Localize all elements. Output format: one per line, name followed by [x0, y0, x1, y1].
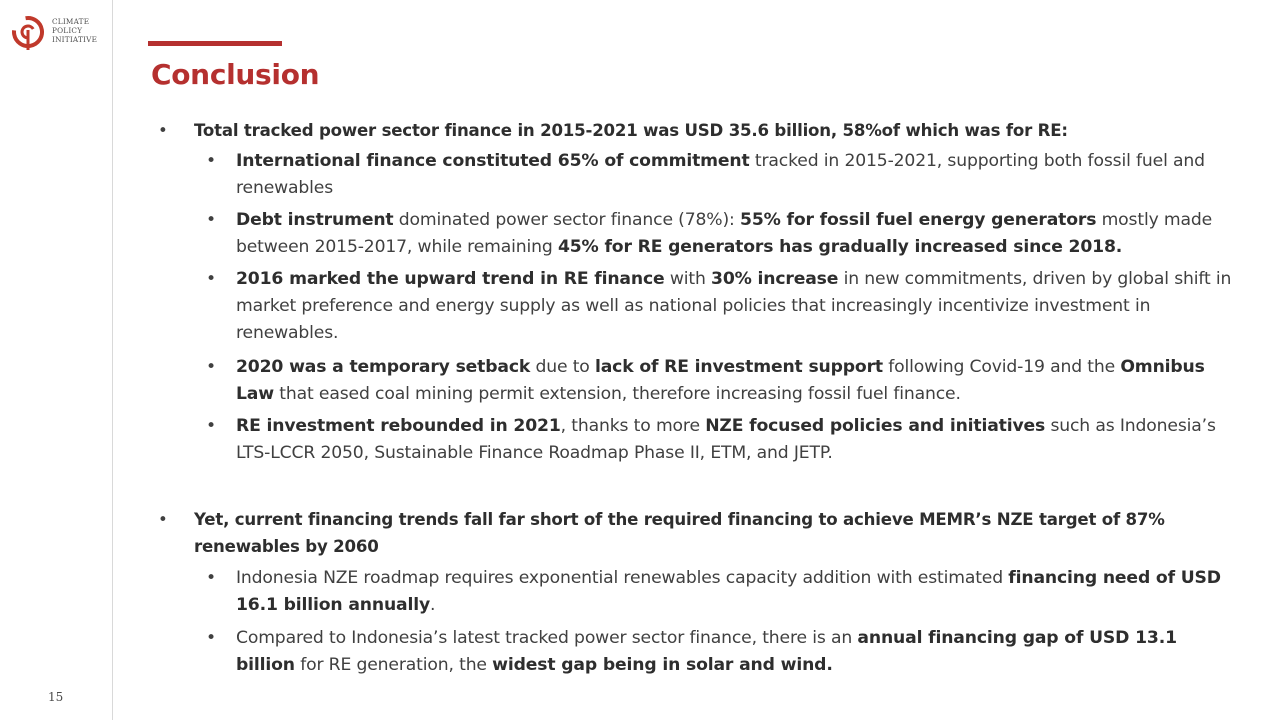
bullet-text: [236, 151, 1205, 198]
bullet-dot: •: [158, 121, 168, 140]
logo: [12, 14, 107, 50]
text-run: Indonesia NZE roadmap requires exponential renewables capacity addition with estimated: [236, 568, 1009, 588]
logo-text: [52, 17, 97, 44]
bold-text-run: RE investment rebounded in 2021: [236, 416, 561, 436]
bullet-text: [236, 210, 1212, 257]
bullet-text: [194, 121, 1068, 140]
text-run: for RE generation, the: [294, 655, 493, 675]
text-run: such as Indonesia’s LTS-LCCR 2050, Sustainable Finance Roadmap Phase II, ETM, and JETP.: [236, 416, 1216, 463]
bold-text-run: Total tracked power sector finance in 2015-2021 was USD 35.6 billion, 58%of which was for RE:: [194, 121, 1068, 140]
bullet-dot: •: [206, 416, 216, 436]
page-number: 15: [48, 690, 64, 704]
text-run: that eased coal mining permit extension, therefore increasing fossil fuel finance.: [273, 384, 961, 404]
bold-text-run: 2016 marked the upward trend in RE finance: [236, 269, 665, 289]
text-run: Compared to Indonesia’s latest tracked power sector finance, there is an: [236, 628, 858, 648]
bold-text-run: 45% for RE generators has gradually increased since 2018.: [557, 237, 1123, 257]
title-accent-bar: [148, 41, 282, 46]
bold-text-run: Debt instrument: [236, 210, 394, 230]
text-run: in new commitments, driven by global shift in market preference and energy supply as well as national policies that increasingly incentivize investment in renewables.: [236, 269, 1232, 343]
bold-text-run: International finance constituted 65% of commitment: [236, 151, 750, 171]
bold-text-run: lack of RE investment support: [594, 357, 883, 377]
bullet-text: [236, 568, 1221, 615]
bold-text-run: Yet, current financing trends fall far short of the required financing to achieve MEMR’s NZE target of 87% renewables by 2060: [194, 510, 1165, 556]
bullet-1-3: [206, 266, 1236, 347]
bullet-dot: •: [206, 357, 216, 377]
text-run: tracked in 2015-2021, supporting both fossil fuel and renewables: [236, 151, 1205, 198]
bullet-text: [236, 269, 1231, 343]
bullet-2-1: [206, 565, 1236, 619]
bold-text-run: Omnibus Law: [236, 357, 1205, 404]
text-run: dominated power sector finance (78%):: [393, 210, 741, 230]
bullet-text: [236, 416, 1216, 463]
logo-line: POLICY: [52, 26, 83, 35]
page-title: Conclusion: [151, 58, 320, 91]
text-run: , thanks to more: [560, 416, 706, 436]
bullet-1: [158, 117, 1234, 144]
bullet-2: [158, 506, 1234, 560]
bullet-dot: •: [206, 568, 216, 588]
bold-text-run: annual financing gap of USD 13.1 billion: [236, 628, 1177, 675]
sidebar-divider: [112, 0, 113, 720]
bullet-text: [236, 628, 1177, 675]
bullet-dot: •: [206, 210, 216, 230]
logo-mark-icon: [12, 14, 48, 50]
bullet-dot: •: [158, 510, 168, 529]
bullet-1-1: [206, 148, 1236, 202]
bold-text-run: financing need of USD 16.1 billion annually: [236, 568, 1221, 615]
bullet-text: [194, 510, 1165, 556]
text-run: .: [430, 595, 436, 615]
bullet-dot: •: [206, 151, 216, 171]
bold-text-run: widest gap being in solar and wind.: [492, 655, 833, 675]
bullet-1-4: [206, 354, 1236, 408]
text-run: due to: [530, 357, 595, 377]
bullet-text: [236, 357, 1205, 404]
logo-line: INITIATIVE: [52, 35, 98, 44]
text-run: with: [664, 269, 712, 289]
bold-text-run: 2020 was a temporary setback: [236, 357, 531, 377]
text-run: mostly made between 2015-2017, while remaining: [236, 210, 1213, 257]
bullet-2-2: [206, 625, 1236, 679]
bold-text-run: 30% increase: [711, 269, 839, 289]
bold-text-run: 55% for fossil fuel energy generators: [740, 210, 1097, 230]
bold-text-run: NZE focused policies and initiatives: [705, 416, 1046, 436]
logo-line: CLIMATE: [52, 17, 90, 26]
bullet-1-5: [206, 413, 1236, 467]
bullet-dot: •: [206, 628, 216, 648]
bullet-dot: •: [206, 269, 216, 289]
bullet-1-2: [206, 207, 1236, 261]
text-run: following Covid-19 and the: [882, 357, 1121, 377]
